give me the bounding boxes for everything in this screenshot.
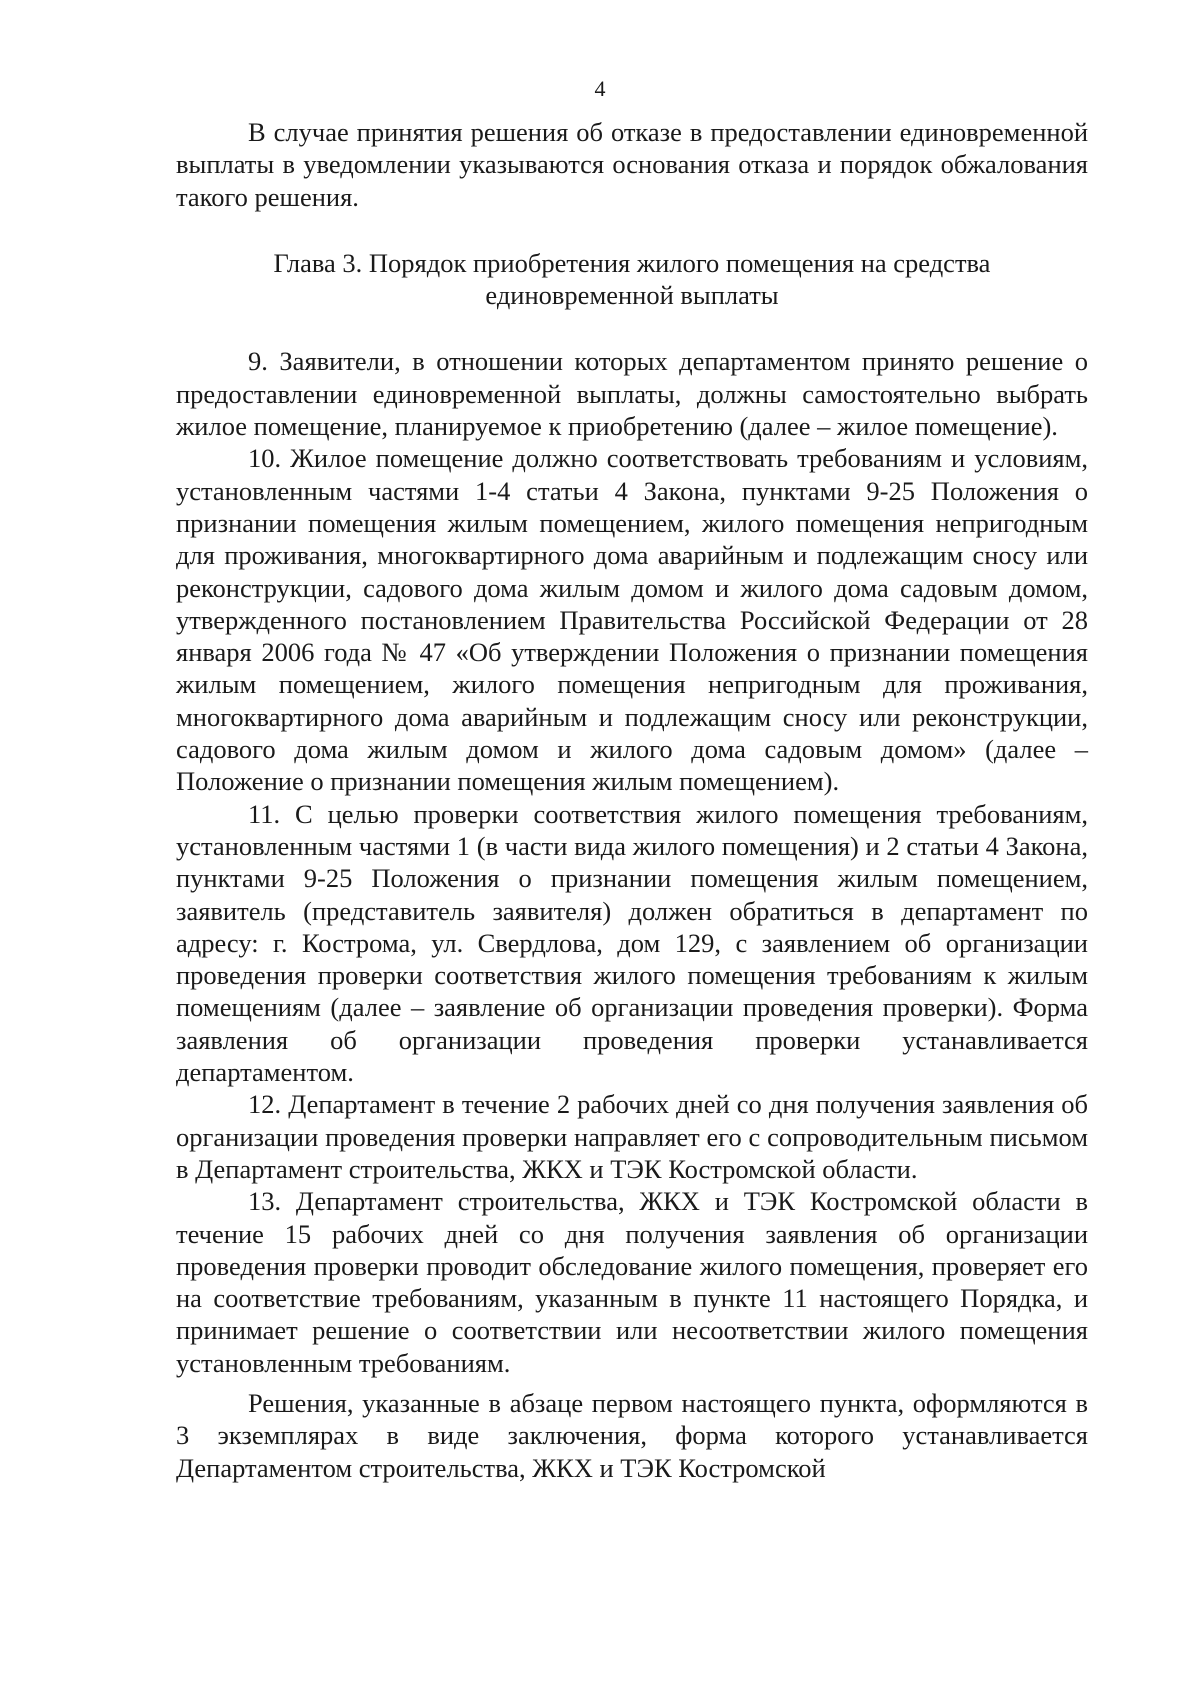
paragraph-refusal: В случае принятия решения об отказе в предоставлении единовременной выплаты в уведомлении указываются основания отказа и порядок обжалования такого решения.	[176, 117, 1088, 212]
paragraph-13-decisions: Решения, указанные в абзаце первом настоящего пункта, оформляются в 3 экземплярах в виде заключения, форма которого устанавливается Департаментом строительства, ЖКХ и ТЭК Костромской	[176, 1387, 1088, 1483]
paragraph-12: 12. Департамент в течение 2 рабочих дней со дня получения заявления об организации проведения проверки направляет его с сопроводительным письмом в Департамент строительства, ЖКХ и ТЭК Костромской области.	[176, 1089, 1088, 1184]
document-body	[176, 116, 1088, 1484]
chapter-heading: Глава 3. Порядок приобретения жилого помещения на средства единовременной выплаты	[273, 247, 991, 311]
paragraph-10: 10. Жилое помещение должно соответствовать требованиям и условиям, установленным частями 1-4 статьи 4 Закона, пунктами 9-25 Положения о признании помещения жилым помещением, жилого помещения непригодным для проживания, многоквартирного дома аварийным и подлежащим сносу или реконструкции, садового дома жилым домом и жилого дома садовым домом, утвержденного постановлением Правительства Российской Федерации от 28 января 2006 года № 47 «Об утверждении Положения о признании помещения жилым помещением, жилого помещения непригодным для проживания, многоквартирного дома аварийным и подлежащим сносу или реконструкции, садового дома жилым домом и жилого дома садовым домом» (далее – Положение о признании помещения жилым помещением).	[176, 443, 1088, 797]
paragraph-11: 11. С целью проверки соответствия жилого помещения требованиям, установленным частями 1 (в части вида жилого помещения) и 2 статьи 4 Закона, пунктами 9-25 Положения о признании помещения жилым помещением, заявитель (представитель заявителя) должен обратиться в департамент по адресу: г. Кострома, ул. Свердлова, дом 129, с заявлением об организации проведения проверки соответствия жилого помещения требованиям к жилым помещениям (далее – заявление об организации проведения проверки). Форма заявления об организации проведения проверки устанавливается департаментом.	[176, 798, 1088, 1088]
page-number: 4	[594, 76, 606, 101]
paragraph-13: 13. Департамент строительства, ЖКХ и ТЭК Костромской области в течение 15 рабочих дней со дня получения заявления об организации проведения проверки проводит обследование жилого помещения, проверяет его на соответствие требованиям, указанным в пункте 11 настоящего Порядка, и принимает решение о соответствии или несоответствии жилого помещения установленным требованиям.	[176, 1186, 1088, 1378]
paragraph-9: 9. Заявители, в отношении которых департаментом принято решение о предоставлении единовременной выплаты, должны самостоятельно выбрать жилое помещение, планируемое к приобретению (далее – жилое помещение).	[176, 346, 1088, 442]
